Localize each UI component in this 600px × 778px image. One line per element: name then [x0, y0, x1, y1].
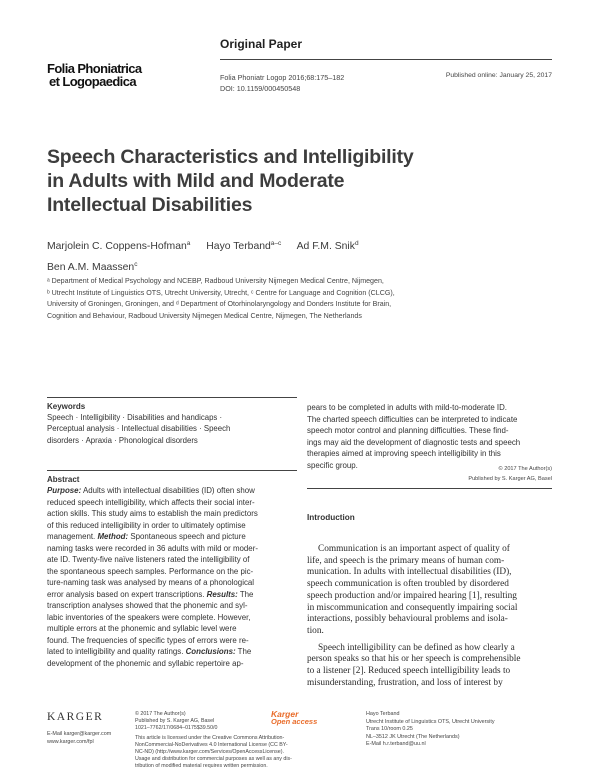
- license-line: Published by S. Karger AG, Basel: [135, 718, 215, 725]
- abstract-line: speech motor control and planning difficulties. These find-: [307, 426, 509, 435]
- text-line: Speech intelligibility can be defined as how clearly a: [318, 642, 515, 653]
- abstract-section-label: Purpose:: [47, 486, 82, 495]
- affiliation-line: ᵃ Department of Medical Psychology and NCEBP, Radboud University Nijmegen Medical Centre, Nijmegen,: [47, 277, 384, 285]
- abstract-line: labic inventories of the speakers were complete. However,: [47, 612, 251, 622]
- journal-logo-line: et Logopaedica: [49, 74, 136, 89]
- abstract-line: The charted speech difficulties can be interpreted to indicate: [307, 414, 518, 424]
- doi: DOI: 10.1159/000450548: [220, 84, 301, 93]
- abstract-section: [47, 474, 299, 669]
- abstract-continued: [307, 402, 559, 471]
- abstract-line: lated to intelligibility and quality ratings. Conclusions: The: [47, 647, 252, 656]
- journal-logo-line: Folia Phoniatrica: [47, 61, 142, 76]
- correspondence-line: Hayo Terband: [366, 711, 400, 717]
- karger-website[interactable]: www.karger.com/fpl: [47, 739, 94, 745]
- text-line: Communication is an important aspect of quality of: [318, 544, 510, 554]
- keywords-section: [47, 401, 297, 446]
- abstract-text: [47, 485, 299, 669]
- karger-logo: KARGER: [47, 711, 104, 723]
- author-list: [47, 235, 567, 276]
- abstract-line: pears to be completed in adults with mild-to-moderate ID.: [307, 403, 507, 412]
- abstract-section-label: Method:: [97, 532, 129, 541]
- text-line: to a listener [2]. Reduced speech intelligibility leads to: [307, 666, 511, 677]
- citation-line: Folia Phoniatr Logop 2016;68:175–182: [220, 73, 345, 82]
- license-notice: [135, 711, 292, 771]
- open-access-logo: [271, 710, 317, 726]
- license-line: tribution of modified material requires written permission.: [135, 763, 268, 770]
- copyright-line: Published by S. Karger AG, Basel: [468, 476, 552, 482]
- text-line: life, and speech is the primary means of human com-: [307, 555, 505, 566]
- abstract-line: ate ID. Twenty-five naïve listeners rated the intelligibility of: [47, 555, 250, 564]
- author: Ad F.M. Snik$^d$: [296, 240, 359, 252]
- abstract-line: the spontaneous speech samples. Performance on the pic-: [47, 566, 254, 576]
- correspondence-line: Trans 10/room 0.25: [366, 726, 413, 733]
- paragraph: [307, 544, 553, 638]
- correspondence-line: NL–3512 JK Utrecht (The Netherlands): [366, 733, 460, 740]
- abstract-line: management. Method: Spontaneous speech and picture: [47, 532, 246, 541]
- text-line: in miscommunication and consequently impairing social: [307, 602, 518, 613]
- license-line: This article is licensed under the Creative Commons Attribution-: [135, 734, 285, 741]
- text-line: person speaks so that his or her speech is comprehensible: [307, 654, 521, 665]
- abstract-rule: [47, 470, 297, 471]
- abstract-line: naming tasks were recorded in 36 adults with mild or moder-: [47, 543, 258, 553]
- keywords-line: Perceptual analysis · Intellectual disabilities · Speech: [47, 424, 231, 434]
- text-line: speech communication is often troubled by disordered: [307, 579, 509, 590]
- title-line: in Adults with Mild and Moderate: [47, 170, 345, 192]
- text-line: speech production and/or impaired hearing [1], resulting: [307, 590, 517, 601]
- correspondence-email[interactable]: E-Mail h.r.terband@uu.nl: [366, 741, 426, 748]
- abstract-section-label: Conclusions:: [185, 647, 236, 656]
- keywords-line: disorders · Apraxia · Phonological disorders: [47, 435, 198, 445]
- affiliation-line: ᵇ Utrecht Institute of Linguistics OTS, Utrecht University, Utrecht, ᶜ Centre for Language and Cognition (CLCG),: [47, 288, 395, 297]
- citation: [220, 72, 344, 94]
- author: Ben A.M. Maassen$^c$: [47, 260, 138, 273]
- abstract-line: action skills. This study aims to establish the main predictors: [47, 509, 258, 518]
- affiliation-line: University of Groningen, Groningen, and ᵈ Department of Otorhinolaryngology and Donders Institute for Brain,: [47, 300, 392, 309]
- text-line: misunderstanding, frustration, and loss of interest by: [307, 677, 503, 688]
- keywords-list: [47, 412, 297, 446]
- text-line: interactions, possibly behavioural problems and isola-: [307, 614, 508, 625]
- license-line: NonCommercial-NoDerivatives 4.0 International License (CC BY-: [135, 741, 288, 748]
- correspondence-line: Utrecht Institute of Linguistics OTS, Utrecht University: [366, 718, 495, 725]
- abstract-line: reduced speech intelligibility, which affects their social inter-: [47, 497, 255, 507]
- paper-type-label: Original Paper: [220, 37, 303, 51]
- license-line: NC-ND) (http://www.karger.com/Services/OpenAccessLicense).: [135, 749, 284, 756]
- introduction-body: [307, 544, 553, 689]
- abstract-line: of this reduced intelligibility in order to ultimately optimise: [47, 520, 246, 530]
- karger-email[interactable]: E-Mail karger@karger.com: [47, 731, 112, 737]
- license-line: Usage and distribution for commercial purposes as well as any dis-: [135, 756, 292, 763]
- abstract-line: error analysis based on expert transcriptions. Results: The: [47, 589, 254, 599]
- abstract-section-label: Results:: [206, 589, 238, 599]
- abstract-line: found. The frequencies of specific types of errors were re-: [47, 635, 249, 645]
- text-line: munication. In adults with intellectual disabilities (ID),: [307, 567, 512, 578]
- header-rule: [220, 59, 552, 60]
- published-date: Published online: January 25, 2017: [445, 72, 552, 79]
- abstract-line: ings may aid the development of diagnostic tests and speech: [307, 437, 521, 447]
- author: Hayo Terband$^{a-c}$: [206, 240, 282, 252]
- correspondence: [366, 711, 495, 749]
- text-line: tion.: [307, 625, 324, 636]
- abstract-heading: Abstract: [47, 475, 80, 484]
- keywords-heading: Keywords: [47, 402, 86, 411]
- title-line: Intellectual Disabilities: [47, 194, 253, 216]
- title-line: Speech Characteristics and Intelligibility: [47, 146, 414, 168]
- keywords-line: Speech · Intelligibility · Disabilities and handicaps ·: [47, 413, 223, 422]
- affiliations: [47, 276, 557, 322]
- copyright-line: © 2017 The Author(s): [498, 466, 552, 472]
- paragraph: [307, 643, 553, 690]
- introduction-heading: Introduction: [307, 513, 355, 522]
- author: Marjolein C. Coppens-Hofman$^a$: [47, 240, 191, 252]
- abstract-line: multiple errors at the phonemic and syllabic level were: [47, 624, 237, 633]
- affiliation-line: Cognition and Behaviour, Radboud University Nijmegen Medical Centre, Nijmegen, The Netherlands: [47, 311, 362, 320]
- keywords-rule: [47, 397, 297, 398]
- oa-logo-line: Karger: [271, 709, 299, 719]
- abstract-copyright: [468, 464, 552, 484]
- abstract-line: transcription analyses showed that the phonemic and syl-: [47, 601, 248, 610]
- karger-contact: [47, 730, 111, 746]
- journal-logo: [47, 62, 142, 88]
- article-title: [47, 145, 547, 217]
- oa-logo-line: Open access: [271, 717, 318, 726]
- license-line: 1021–7762/17/0684–0175$39.50/0: [135, 725, 218, 732]
- abstract-line: therapies aimed at improving speech intelligibility in this: [307, 449, 501, 458]
- abstract-line: Purpose: Adults with intellectual disabilities (ID) often show: [47, 486, 255, 495]
- abstract-line: ture-naming task was analysed by means of a phonological: [47, 578, 255, 587]
- license-line: © 2017 The Author(s): [135, 711, 186, 717]
- abstract-end-rule: [307, 488, 552, 489]
- abstract-line: development of the phonemic and syllabic repertoire ap-: [47, 658, 244, 668]
- abstract-line: specific group.: [307, 460, 358, 470]
